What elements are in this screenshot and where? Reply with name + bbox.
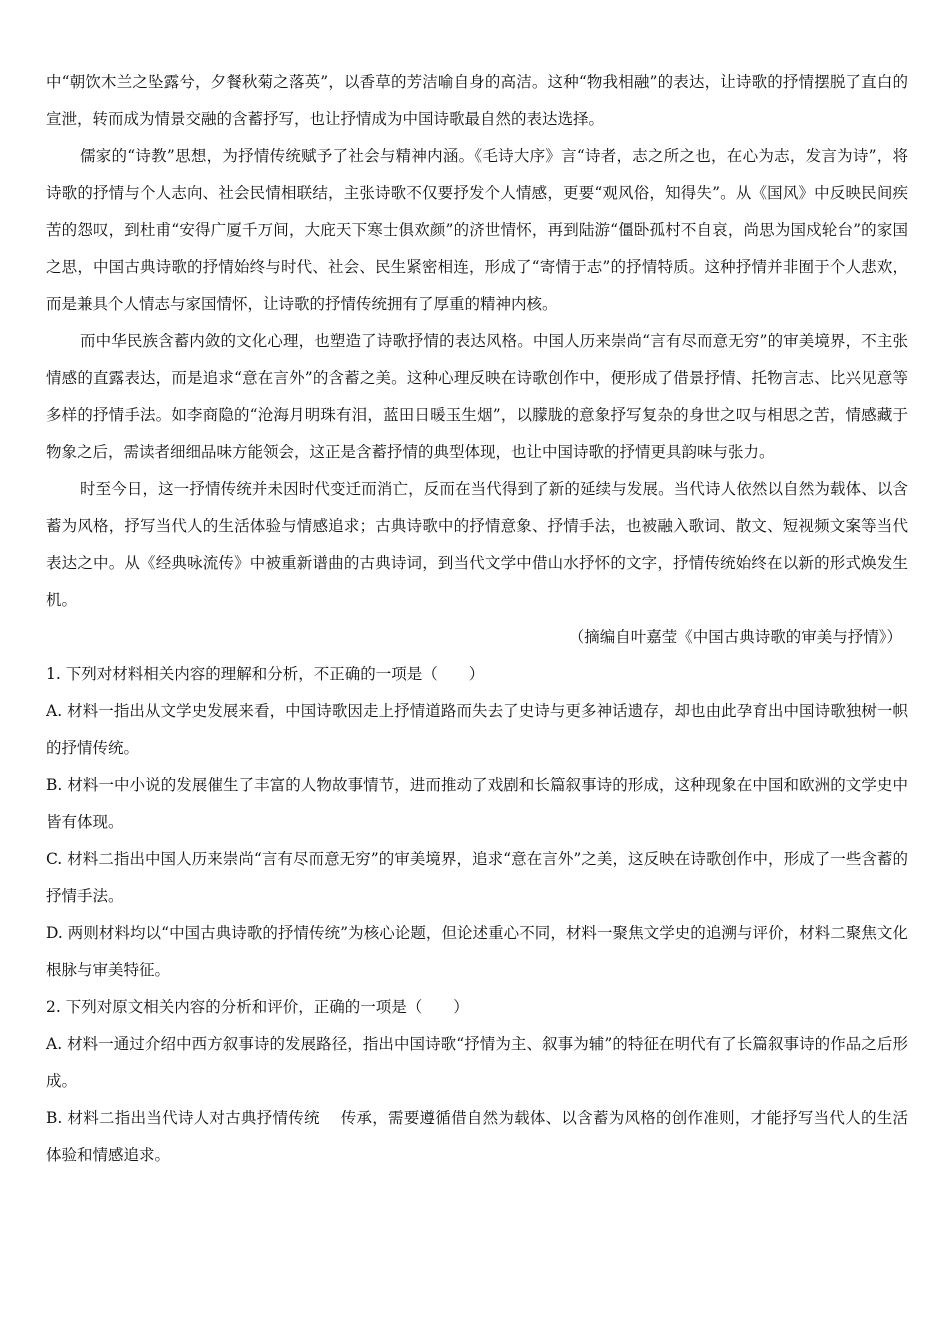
paragraph-2: 儒家的“诗教”思想，为抒情传统赋予了社会与精神内涵。《毛诗大序》言“诗者，志之所之也，在心为志，发言为诗”，将诗歌的抒情与个人志向、社会民情相联结，主张诗歌不仅要抒发个人情感，更要“观风俗，知得失”。从《国风》中反映民间疾苦的怨叹，到杜甫“安得广厦千万间，大庇天下寒士俱欢颜”的济世情怀，再到陆游“僵卧孤村不自哀，尚思为国戍轮台”的家国之思，中国古典诗歌的抒情始终与时代、社会、民生紧密相连，形成了“寄情于志”的抒情特质。这种抒情并非囿于个人悲欢，而是兼具个人情志与家国情怀，让诗歌的抒情传统拥有了厚重的精神内核。 (46, 147, 908, 313)
option-b: B. 材料一中小说的发展催生了丰富的人物故事情节，进而推动了戏剧和长篇叙事诗的形成，这种现象在中国和欧洲的文学史中皆有体现。 (46, 776, 908, 831)
option-b: B. 材料二指出当代诗人对古典抒情传统 传承，需要遵循借自然为载体、以含蓄为风格的创作准则，才能抒写当代人的生活体验和情感追求。 (46, 1109, 908, 1164)
option-c: C. 材料二指出中国人历来崇尚“言有尽而意无穷”的审美境界，追求“意在言外”之美，这反映在诗歌创作中，形成了一些含蓄的抒情手法。 (46, 850, 908, 905)
question-stem: 2. 下列对原文相关内容的分析和评价，正确的一项是（ ） (46, 998, 469, 1016)
paragraph-1: 中“朝饮木兰之坠露兮，夕餐秋菊之落英”，以香草的芳洁喻自身的高洁。这种“物我相融”的表达，让诗歌的抒情摆脱了直白的宣泄，转而成为情景交融的含蓄抒写，也让抒情成为中国诗歌最自然的表达选择。 (46, 73, 908, 128)
paragraph-4: 时至今日，这一抒情传统并未因时代变迁而消亡，反而在当代得到了新的延续与发展。当代诗人依然以自然为载体、以含蓄为风格，抒写当代人的生活体验与情感追求；古典诗歌中的抒情意象、抒情手法，也被融入歌词、散文、短视频文案等当代表达之中。从《经典咏流传》中被重新谱曲的古典诗词，到当代文学中借山水抒怀的文字，抒情传统始终在以新的形式焕发生机。 (46, 480, 908, 609)
question-1 (46, 656, 908, 989)
paragraph-3: 而中华民族含蓄内敛的文化心理，也塑造了诗歌抒情的表达风格。中国人历来崇尚“言有尽而意无穷”的审美境界，不主张情感的直露表达，而是追求“意在言外”的含蓄之美。这种心理反映在诗歌创作中，便形成了借景抒情、托物言志、比兴见意等多样的抒情手法。如李商隐的“沧海月明珠有泪，蓝田日暖玉生烟”，以朦胧的意象抒写复杂的身世之叹与相思之苦，情感藏于物象之后，需读者细细品味方能领会，这正是含蓄抒情的典型体现，也让中国诗歌的抒情更具韵味与张力。 (46, 332, 908, 461)
option-a: A. 材料一指出从文学史发展来看，中国诗歌因走上抒情道路而失去了史诗与更多神话遗存，却也由此孕育出中国诗歌独树一帜的抒情传统。 (46, 702, 908, 757)
question-stem: 1. 下列对材料相关内容的理解和分析，不正确的一项是（ ） (46, 665, 485, 683)
source-citation: （摘编自叶嘉莹《中国古典诗歌的审美与抒情》） (568, 628, 902, 646)
document-page (46, 64, 908, 1174)
option-d: D. 两则材料均以“中国古典诗歌的抒情传统”为核心论题，但论述重心不同，材料一聚焦文学史的追溯与评价，材料二聚焦文化根脉与审美特征。 (46, 924, 908, 979)
question-2 (46, 989, 908, 1174)
option-a: A. 材料一通过介绍中西方叙事诗的发展路径，指出中国诗歌“抒情为主、叙事为辅”的特征在明代有了长篇叙事诗的作品之后形成。 (46, 1035, 908, 1090)
